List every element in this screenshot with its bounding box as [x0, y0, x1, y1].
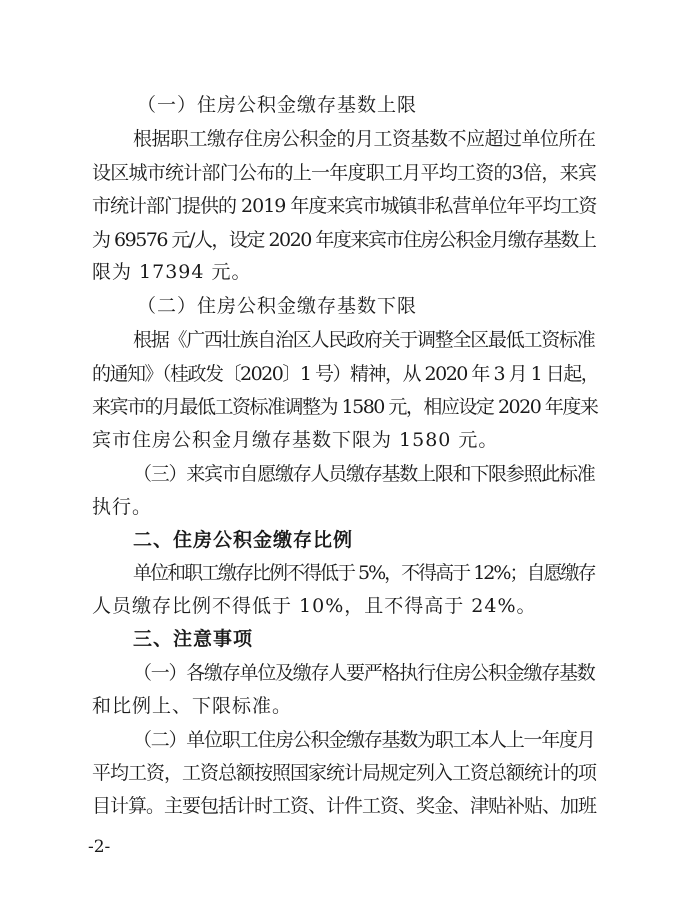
paragraph-line: 单位和职工缴存比例不得低于 5%，不得高于 12%；自愿缴存	[133, 562, 595, 584]
subsection-1-title: （一）住房公积金缴存基数上限	[137, 94, 418, 116]
page-number: -2-	[88, 837, 111, 857]
paragraph-line: 目计算。主要包括计时工资、计件工资、奖金、津贴补贴、加班	[92, 795, 597, 817]
paragraph-line: （一）各缴存单位及缴存人要严格执行住房公积金缴存基数	[133, 662, 595, 684]
paragraph-line: 市统计部门提供的 2019 年度来宾市城镇非私营单位年平均工资	[92, 195, 597, 217]
section-3-heading: 三、注意事项	[133, 628, 254, 650]
paragraph-line: 的通知》（桂政发〔2020〕1 号）精神，从 2020 年 3 月 1 日起，	[92, 363, 599, 385]
paragraph-line: 人员缴存比例不得低于 10%，且不得高于 24%。	[92, 595, 537, 617]
paragraph-line: 为 69576 元/人，设定 2020 年度来宾市住房公积金月缴存基数上	[92, 229, 596, 251]
paragraph-line: 平均工资，工资总额按照国家统计局规定列入工资总额统计的项	[92, 762, 597, 784]
section-2-heading: 二、住房公积金缴存比例	[133, 529, 354, 551]
paragraph-line: 设区城市统计部门公布的上一年度职工月平均工资的3倍，来宾	[92, 162, 597, 184]
paragraph-line: 限为 17394 元。	[92, 261, 252, 283]
paragraph-line: 根据《广西壮族自治区人民政府关于调整全区最低工资标准	[133, 329, 595, 351]
paragraph-line: 宾市住房公积金月缴存基数下限为 1580 元。	[92, 429, 499, 451]
paragraph-line: 根据职工缴存住房公积金的月工资基数不应超过单位所在	[133, 128, 596, 150]
paragraph-line: （二）单位职工住房公积金缴存基数为职工本人上一年度月	[133, 729, 595, 751]
paragraph-line: （三）来宾市自愿缴存人员缴存基数上限和下限参照此标准	[133, 463, 595, 485]
paragraph-line: 执行。	[92, 496, 153, 518]
paragraph-line: 和比例上、下限标准。	[92, 695, 293, 717]
paragraph-line: 来宾市的月最低工资标准调整为 1580 元，相应设定 2020 年度来	[92, 396, 598, 418]
subsection-2-title: （二）住房公积金缴存基数下限	[137, 295, 418, 317]
